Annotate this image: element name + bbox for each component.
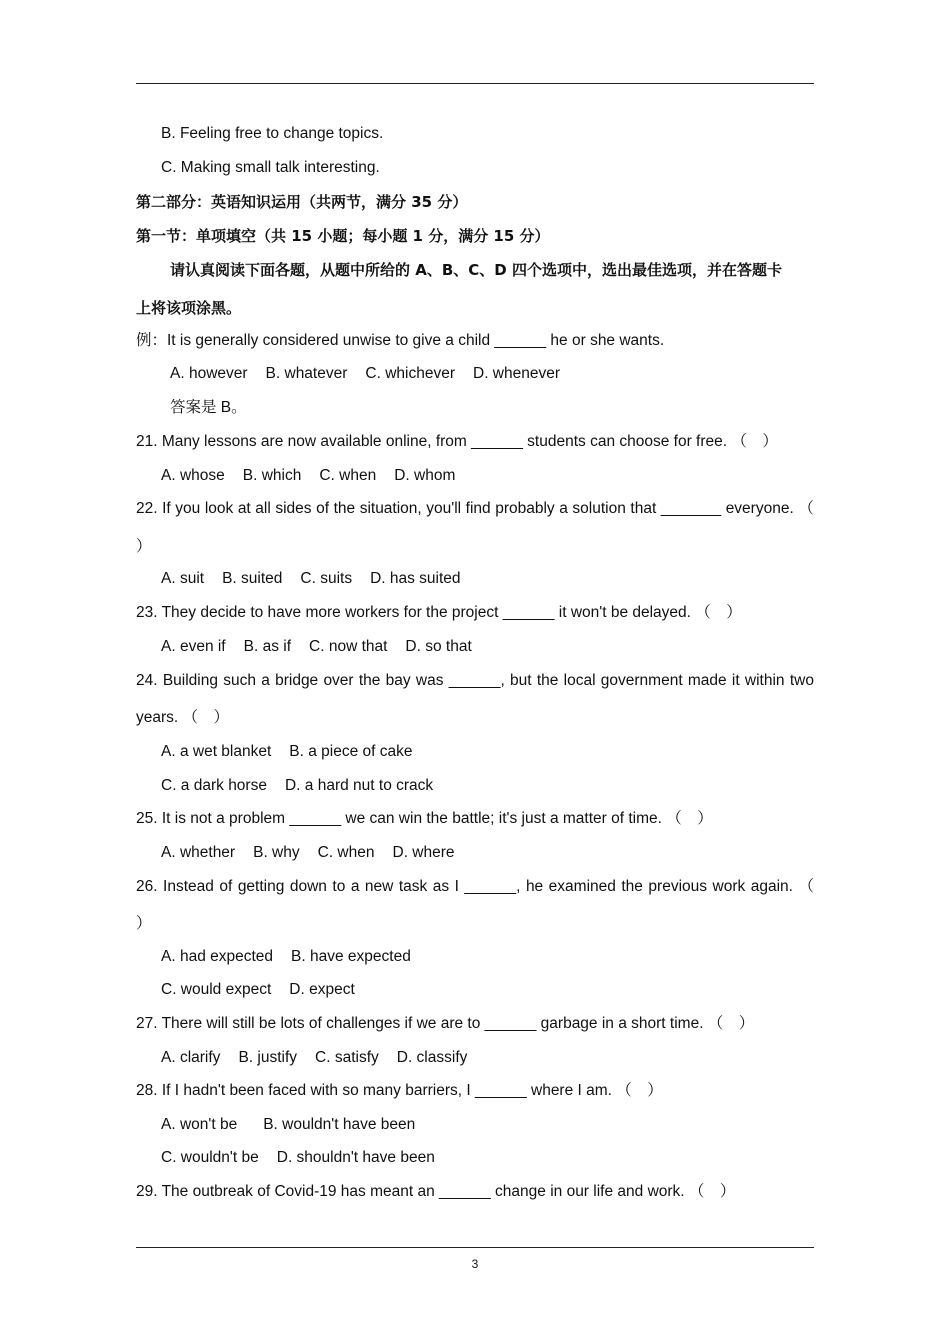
option-b-line: B. Feeling free to change topics. xyxy=(161,125,384,142)
question-28-options-row2 xyxy=(161,1148,435,1168)
q24-option-b: B. a piece of cake xyxy=(289,743,413,760)
q26-option-c: C. would expect xyxy=(161,981,272,998)
q21-option-d: D. whom xyxy=(394,467,456,484)
question-24-stem: 24. Building such a bridge over the bay was ______, but the local government made it within two xyxy=(136,672,814,689)
example-option-d: D. whenever xyxy=(473,365,561,382)
question-27-options xyxy=(161,1048,467,1068)
header-rule xyxy=(136,83,814,84)
q24-option-a: A. a wet blanket xyxy=(161,743,272,760)
question-25-stem: 25. It is not a problem ______ we can win the battle; it's just a matter of time. （ ） xyxy=(136,810,713,827)
q21-option-a: A. whose xyxy=(161,467,225,484)
q24-option-d: D. a hard nut to crack xyxy=(284,777,434,794)
question-26-stem-end: ） xyxy=(136,915,152,932)
example-answer: 答案是 B。 xyxy=(170,399,247,416)
q22-option-d: D. has suited xyxy=(370,570,461,587)
q25-option-a: A. whether xyxy=(161,844,236,861)
q21-option-c: C. when xyxy=(319,467,377,484)
option-c-line: C. Making small talk interesting. xyxy=(161,159,380,176)
question-27-stem: 27. There will still be lots of challenges if we are to ______ garbage in a short time. （ ） xyxy=(136,1015,755,1032)
question-23-options xyxy=(161,637,472,657)
q25-option-d: D. where xyxy=(392,844,455,861)
q25-option-b: B. why xyxy=(253,844,300,861)
q22-option-c: C. suits xyxy=(300,570,353,587)
question-24-options-row1 xyxy=(161,742,413,762)
example-question: 例：It is generally considered unwise to give a child ______ he or she wants. xyxy=(136,332,665,349)
question-22-stem-end: ） xyxy=(136,538,152,555)
q27-option-b: B. justify xyxy=(238,1049,298,1066)
instructions-line-1: 请认真阅读下面各题，从题中所给的 A、B、C、D 四个选项中，选出最佳选项，并在答题卡 xyxy=(170,261,782,279)
q28-option-d: D. shouldn't have been xyxy=(276,1149,435,1166)
q23-option-c: C. now that xyxy=(309,638,388,655)
question-23-stem: 23. They decide to have more workers for the project ______ it won't be delayed. （ ） xyxy=(136,604,742,621)
question-28-options-row1 xyxy=(161,1115,415,1135)
q22-option-b: B. suited xyxy=(222,570,283,587)
q26-option-d: D. expect xyxy=(289,981,355,998)
question-29-stem: 29. The outbreak of Covid-19 has meant an ______ change in our life and work. （ ） xyxy=(136,1183,736,1200)
example-option-b: B. whatever xyxy=(265,365,348,382)
question-28-stem: 28. If I hadn't been faced with so many barriers, I ______ where I am. （ ） xyxy=(136,1082,663,1099)
part2-heading: 第二部分：英语知识运用（共两节，满分 35 分） xyxy=(136,193,468,211)
q26-option-b: B. have expected xyxy=(291,948,411,965)
q23-option-d: D. so that xyxy=(405,638,472,655)
q26-option-a: A. had expected xyxy=(161,948,274,965)
question-22-stem: 22. If you look at all sides of the situation, you'll find probably a solution that _______ everyone. （ xyxy=(136,500,814,517)
q27-option-d: D. classify xyxy=(396,1049,468,1066)
q27-option-a: A. clarify xyxy=(161,1049,221,1066)
q22-option-a: A. suit xyxy=(161,570,205,587)
question-26-stem: 26. Instead of getting down to a new task as I ______, he examined the previous work again. （ xyxy=(136,878,814,895)
question-21-stem: 21. Many lessons are now available online, from ______ students can choose for free. （ ） xyxy=(136,433,778,450)
question-24-stem-end: years. （ ） xyxy=(136,709,230,726)
footer-rule xyxy=(136,1247,814,1248)
q28-option-b: B. wouldn't have been xyxy=(263,1116,416,1133)
question-26-options-row1 xyxy=(161,947,411,967)
q27-option-c: C. satisfy xyxy=(315,1049,379,1066)
example-option-c: C. whichever xyxy=(365,365,455,382)
q21-option-b: B. which xyxy=(242,467,302,484)
question-21-options xyxy=(161,466,455,486)
question-26-options-row2 xyxy=(161,980,355,1000)
question-22-options xyxy=(161,569,461,589)
example-options xyxy=(170,364,560,384)
section1-heading: 第一节：单项填空（共 15 小题；每小题 1 分，满分 15 分） xyxy=(136,227,550,245)
q24-option-c: C. a dark horse xyxy=(161,777,267,794)
q28-option-c: C. wouldn't be xyxy=(161,1149,259,1166)
q25-option-c: C. when xyxy=(317,844,375,861)
question-25-options xyxy=(161,843,455,863)
instructions-line-2: 上将该项涂黑。 xyxy=(136,299,242,317)
page-number: 3 xyxy=(471,1257,479,1271)
question-24-options-row2 xyxy=(161,776,433,796)
example-option-a: A. however xyxy=(170,365,248,382)
q23-option-a: A. even if xyxy=(161,638,226,655)
q23-option-b: B. as if xyxy=(243,638,292,655)
q28-option-a: A. won't be xyxy=(161,1116,238,1133)
